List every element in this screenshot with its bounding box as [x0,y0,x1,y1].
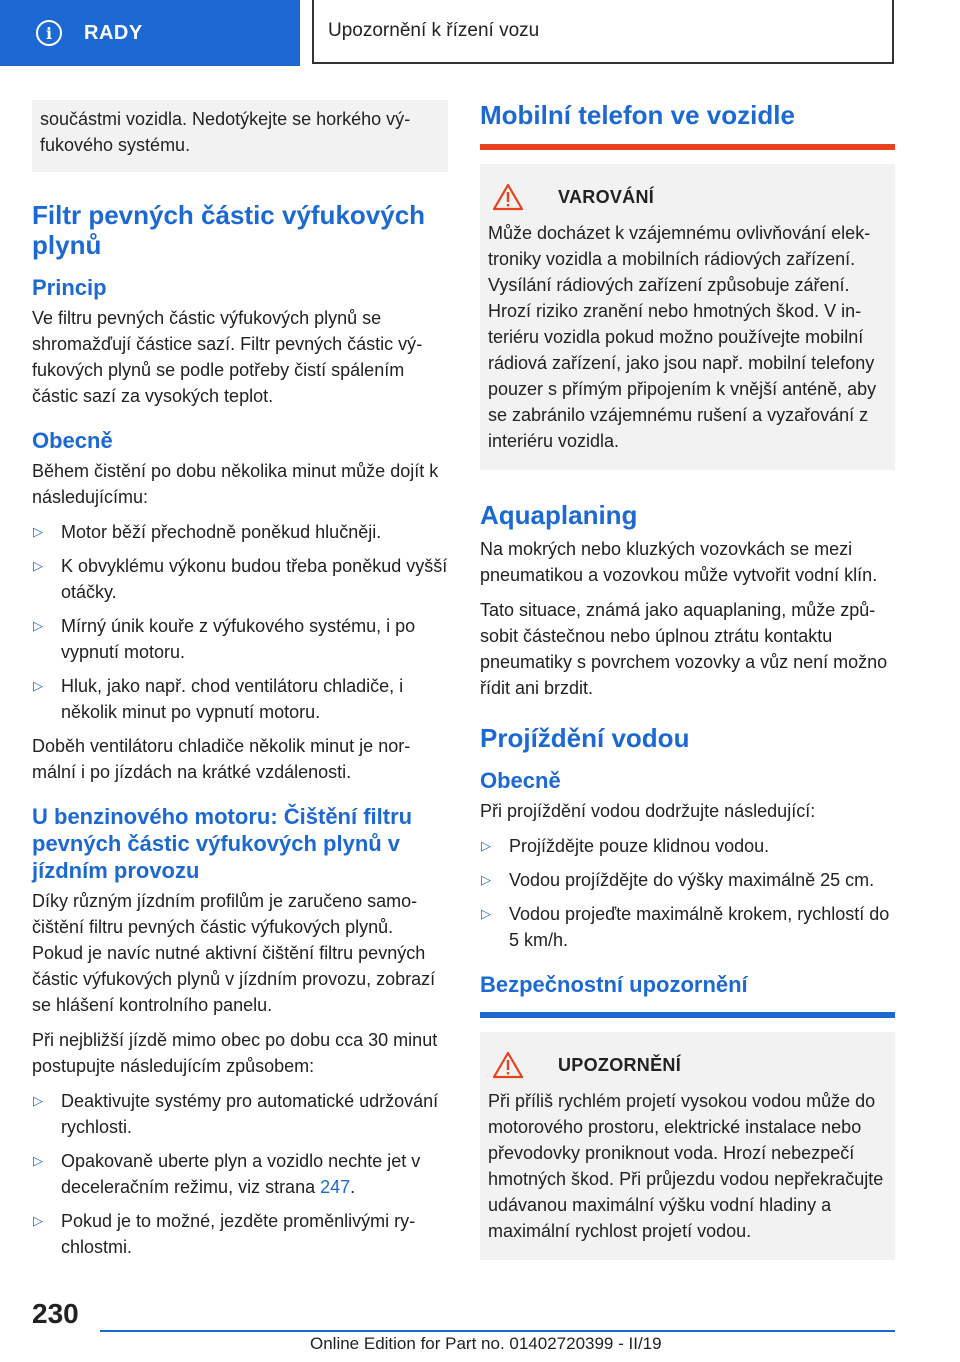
warning-bar [480,144,895,150]
water-list [480,833,895,953]
warning-notice [480,144,895,470]
triangle-bullet-icon: ▷ [481,906,491,921]
aquaplaning-text-1: Na mokrých nebo kluzkých vozovkách se mezi pneumatikou a vozovkou může vytvořit vodní klín. [480,539,878,585]
warning-title: VAROVÁNÍ [558,186,655,207]
caution-text: Při příliš rychlém projetí vysokou vodou může do motorového prostoru, elektrické instalace nebo převodovky proniknout voda. Hrozí nebezpečí hmotných škod. Při průjezdu vodou nepřekračujte udávanou maximální výšku vodní hladiny a maximální rychlost projetí vodou. [488,1091,884,1241]
water-heading: Projíždění vodou [480,723,690,753]
warning-triangle-icon [492,1051,524,1079]
page-number: 230 [32,1298,79,1329]
section-tab-rady[interactable] [0,0,300,66]
continued-note-box [32,100,448,172]
general-after-text: Doběh ventilátoru chladiče několik minut je normální i po jízdách na krátké vzdálenosti. [32,736,411,782]
list-item: ▷ Vodou projeďte maximálně krokem, rychlostí do 5 km/h. [480,901,895,953]
triangle-bullet-icon: ▷ [33,1153,43,1168]
list-item: ▷ Vodou projíždějte do výšky maximálně 25 cm. [480,867,895,893]
principle-text: Ve filtru pevných částic výfukových plynů se shromažďují částice sazí. Filtr pevných částic výfukových plynů se podle potřeby čistí spálením částic sazí za vysokých teplot. [32,308,423,406]
caution-notice [480,1012,895,1260]
phone-heading: Mobilní telefon ve vozidle [480,100,795,130]
caution-body [480,1032,895,1260]
list-item: ▷ Motor běží přechodně poněkud hlučněji. [32,519,448,545]
list-item: ▷ K obvyklému výkonu budou třeba poněkud vyšší otáčky. [32,553,448,605]
list-item: ▷ Projíždějte pouze klidnou vodou. [480,833,895,859]
filter-heading: Filtr pevných částic výfukových plynů [32,200,426,260]
edition-text: Online Edition for Part no. 01402720399 - II/19 [310,1334,662,1353]
triangle-bullet-icon: ▷ [33,558,43,573]
water-general-heading: Obecně [480,768,561,793]
list-item: ▷ Opakovaně uberte plyn a vozidlo nechte jet v deceleračním režimu, viz strana 247. [32,1148,448,1200]
list-item: ▷ Pokud je to možné, jezděte proměnlivými rychlostmi. [32,1208,448,1260]
left-column [32,100,448,1268]
section-label: RADY [84,21,143,44]
petrol-text-2: Při nejbližší jízdě mimo obec po dobu cca 30 minut postupujte následujícím způsobem: [32,1030,438,1076]
general-heading: Obecně [32,428,113,453]
triangle-bullet-icon: ▷ [481,872,491,887]
warning-header [488,182,887,212]
chapter-title-box [312,0,894,64]
caution-header [488,1050,887,1080]
water-text: Při projíždění vodou dodržujte následující: [480,801,816,821]
aquaplaning-heading: Aquaplaning [480,500,638,530]
triangle-bullet-icon: ▷ [33,1213,43,1228]
general-list [32,519,448,725]
chapter-title: Upozornění k řízení vozu [328,20,540,41]
warning-text: Může docházet k vzájemnému ovlivňování elektroniky vozidla a mobilních rádiových zařízení. Vysílání rádiových zařízení způsobuje záření. Hrozí riziko zranění nebo hmotných škod. V interiéru vozidla pokud možno používejte mobilní rádiová zařízení, jako jsou např. mobilní telefony pouzer s přímým připojením k vnější anténě, aby se zabránilo vzájemnému rušení a vyzařování z interiéru vozidla. [488,223,877,451]
list-item: ▷ Hluk, jako např. chod ventilátoru chladiče, i několik minut po vypnutí motoru. [32,673,448,725]
warning-body [480,164,895,470]
petrol-heading: U benzinového motoru: Čištění filtru pevných částic výfukových plynů v jízdním provozu [32,804,413,883]
triangle-bullet-icon: ▷ [33,618,43,633]
page-header [0,0,960,66]
petrol-list [32,1088,448,1260]
triangle-bullet-icon: ▷ [33,1093,43,1108]
general-text: Během čistění po dobu několika minut může dojít k následujícímu: [32,461,439,507]
footer-divider [100,1330,895,1332]
triangle-bullet-icon: ▷ [33,678,43,693]
triangle-bullet-icon: ▷ [33,524,43,539]
caution-title: UPOZORNĚNÍ [558,1054,682,1075]
petrol-text-1: Díky různým jízdním profilům je zaručeno samočištění filtru pevných částic výfukových plynů. Pokud je navíc nutné aktivní čištění filtru pevných částic výfukových plynů v jízdním provozu, zobrazí se hlášení kontrolního panelu. [32,891,436,1015]
list-item: ▷ Mírný únik kouře z výfukového systému, i po vypnutí motoru. [32,613,448,665]
aquaplaning-text-2: Tato situace, známá jako aquaplaning, může způsobit částečnou nebo úplnou ztrátu kontaktu pneumatiky s povrchem vozovky a vůz není možno řídit ani brzdit. [480,600,888,698]
safety-heading: Bezpečnostní upozornění [480,972,748,997]
caution-bar [480,1012,895,1018]
principle-heading: Princip [32,275,107,300]
info-icon: i [36,20,62,46]
continued-text: součástmi vozidla. Nedotýkejte se horkého výfukového systému. [40,109,411,155]
right-column [480,100,895,1290]
warning-triangle-icon [492,183,524,211]
triangle-bullet-icon: ▷ [481,838,491,853]
page-reference-link[interactable]: 247 [320,1177,351,1197]
list-item: ▷ Deaktivujte systémy pro automatické udržování rychlosti. [32,1088,448,1140]
